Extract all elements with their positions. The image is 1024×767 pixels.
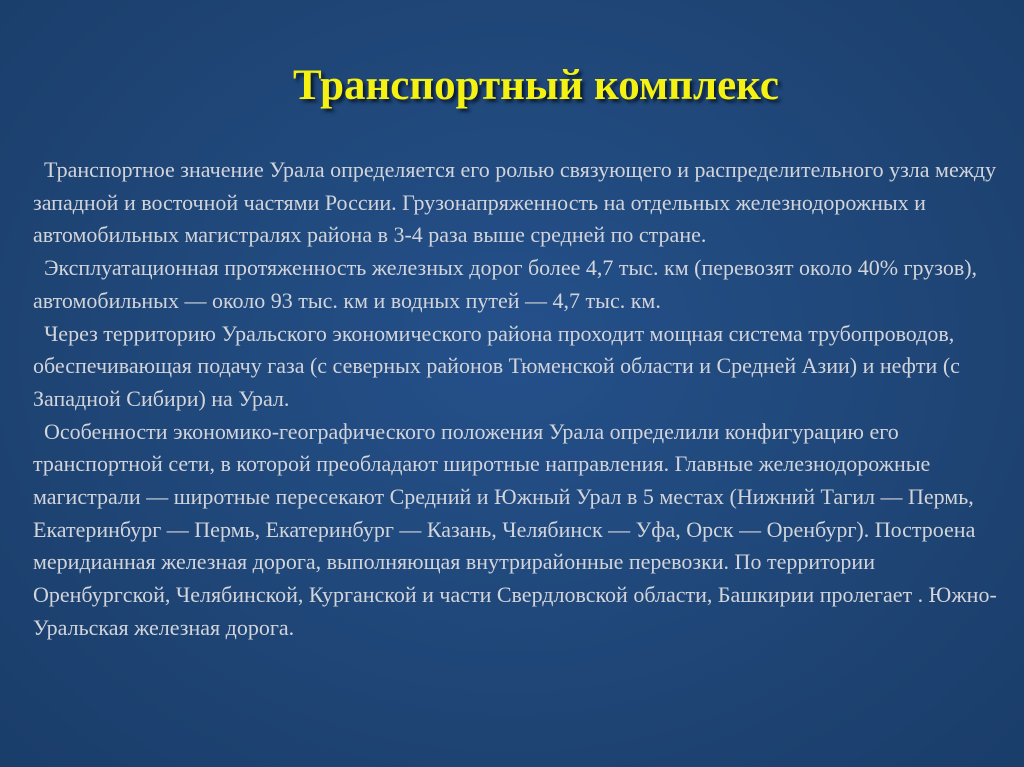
paragraph-road-length: Эксплуатационная протяженность железных дорог более 4,7 тыс. км (перевозят около 40% грузов), автомобильных — около 93 тыс. км и водных путей — 4,7 тыс. км. — [33, 255, 978, 313]
paragraph-transport-role: Транспортное значение Урала определяется его ролью связующего и распределительного узла между западной и восточной частями России. Грузонапряженность на отдельных железнодорожных и автомобильных магистралях района в 3-4 раза выше средней по стране. — [33, 157, 997, 248]
paragraph-network-configuration: Особенности экономико-географического положения Урала определили конфигурацию его транспортной сети, в которой преобладают широтные направления. Главные железнодорожные магистрали — широтные пересекают Средний и Южный Урал в 5 местах (Нижний Тагил — Пермь, Екатеринбург — Пермь, Екатеринбург — Казань, Челябинск — Уфа, Орск — Оренбург). Построена меридианная железная дорога, выполняющая внутрирайонные перевозки. По территории Оренбургской, Челябинской, Курганской и части Свердловской области, Башкирии пролегает . Южно-Уральская железная дорога. — [33, 418, 997, 640]
paragraph-pipelines: Через территорию Уральского экономического района проходит мощная система трубопроводов, обеспечивающая подачу газа (с северных районов Тюменской области и Средней Азии) и нефти (с Западной Сибири) на Урал. — [33, 320, 960, 411]
slide-title: Транспортный комплекс — [293, 62, 779, 109]
slide-body — [33, 154, 999, 645]
